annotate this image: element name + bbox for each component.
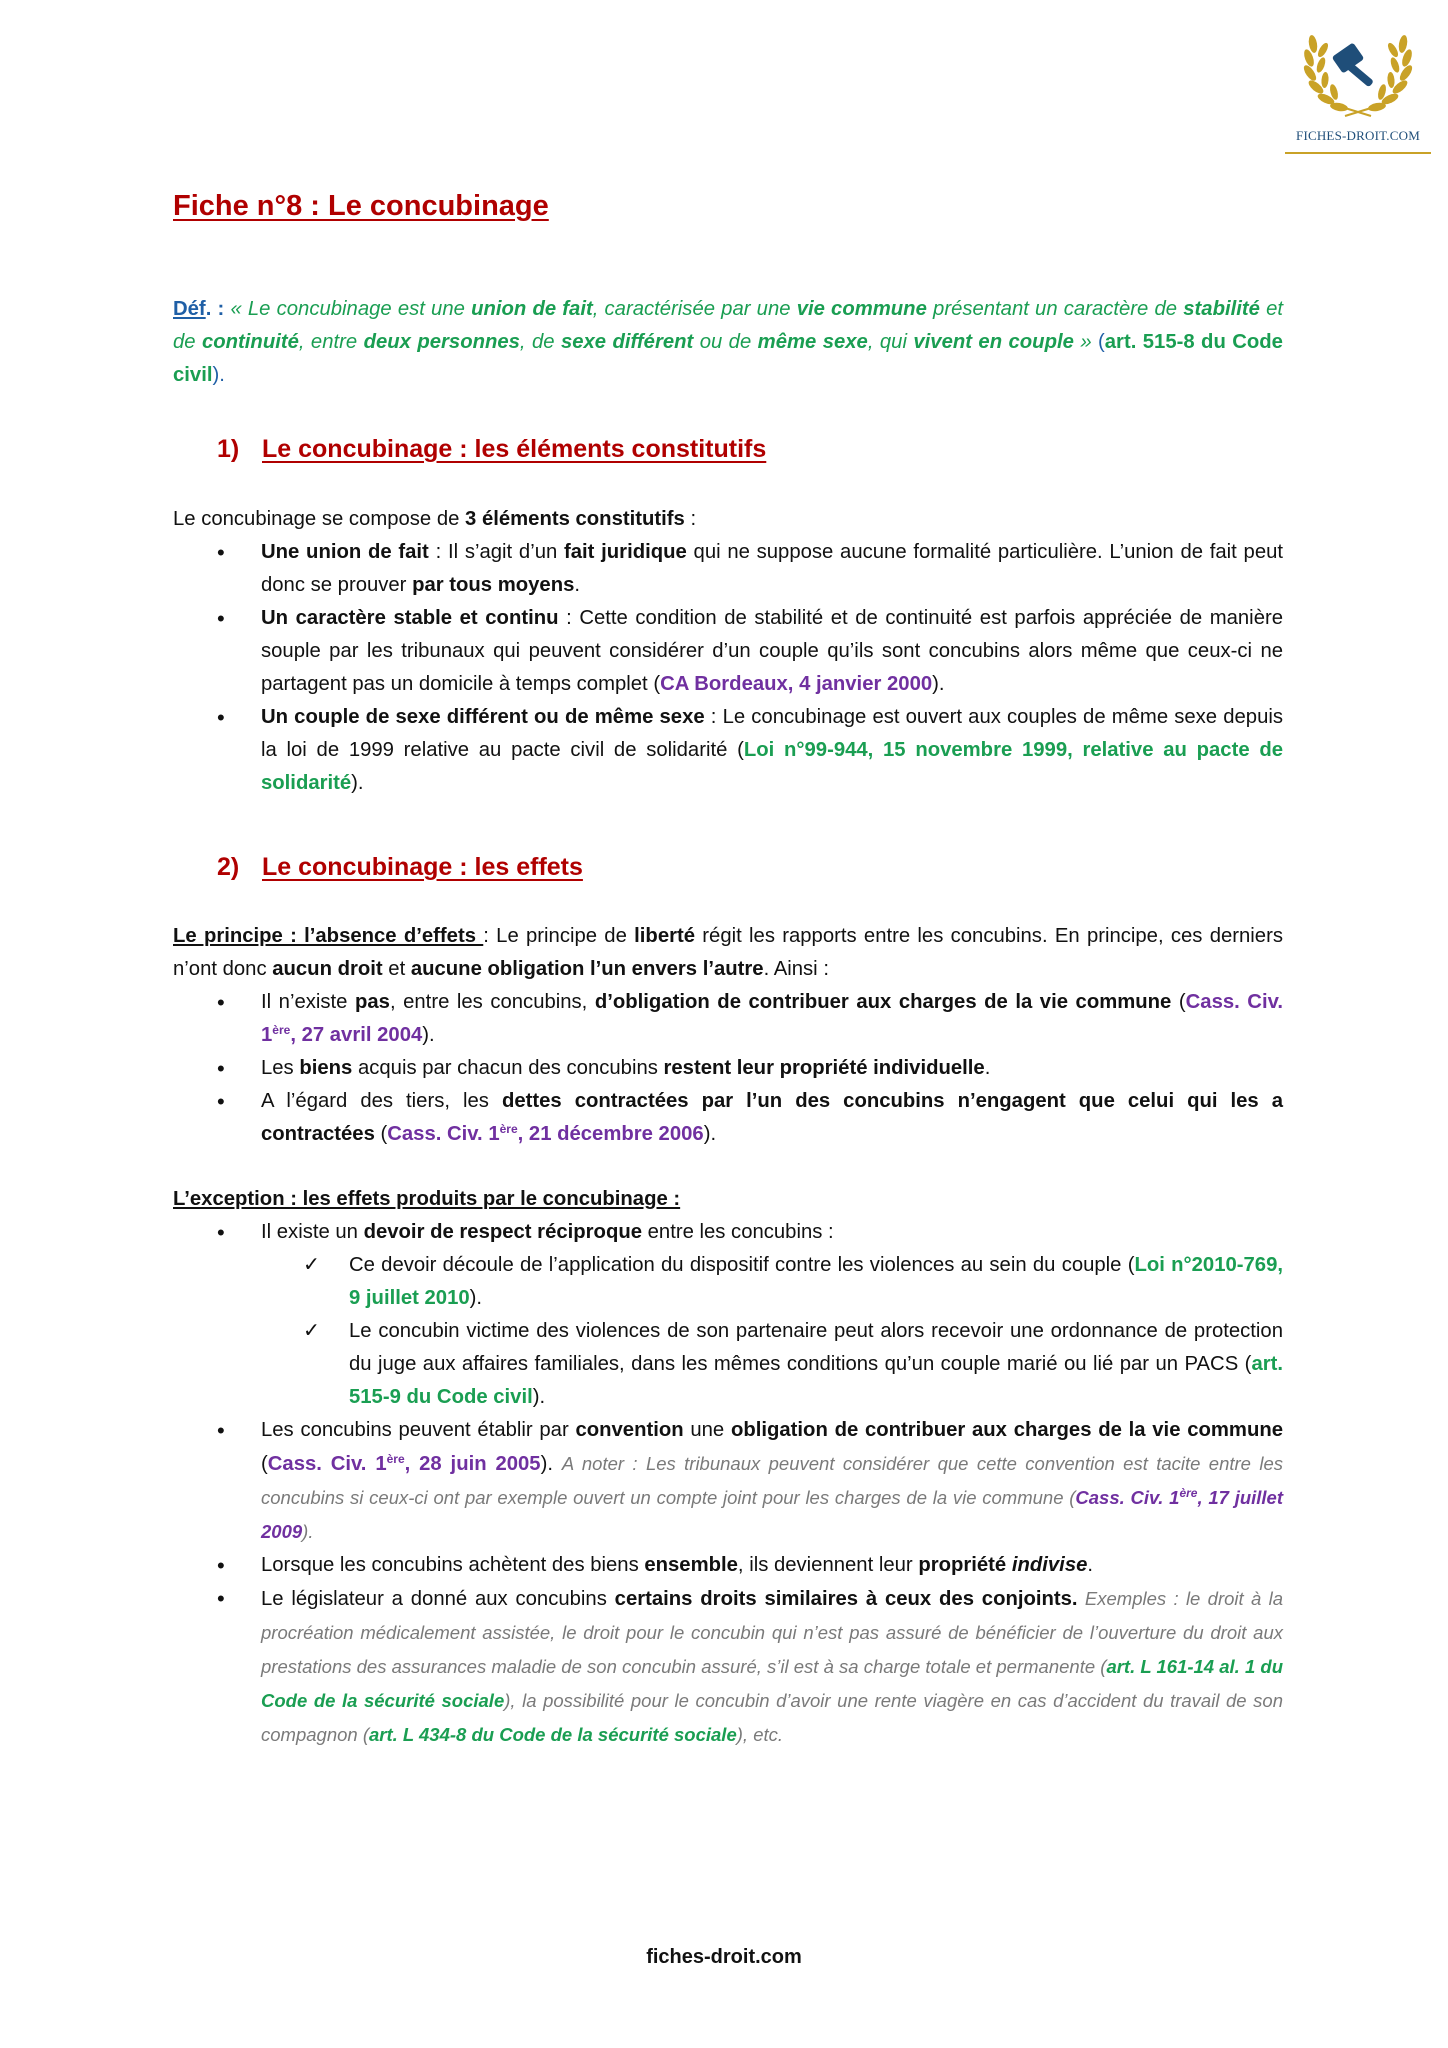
logo-divider xyxy=(1285,152,1431,154)
definition-label: Déf xyxy=(173,298,206,320)
list-item: • Les biens acquis par chacun des concubins restent leur propriété individuelle. xyxy=(173,1052,1283,1085)
law-reference: art. 515-9 du Code civil xyxy=(349,1353,1283,1408)
page-title: Fiche n°8 : Le concubinage xyxy=(173,190,549,222)
law-reference: Loi n°2010-769, 9 juillet 2010 xyxy=(349,1254,1283,1309)
list-item: • A l’égard des tiers, les dettes contractées par l’un des concubins n’engagent que celui qui les a contractées (Cass. Civ. 1ère, 21 décembre 2006). xyxy=(173,1085,1283,1151)
list-item: • Les concubins peuvent établir par convention une obligation de contribuer aux charges de la vie commune (Cass. Civ. 1ère, 28 juin 2005). A noter : Les tribunaux peuvent considérer que cette convention est tacite entre les concubins si ceux-ci ont par exemple ouvert un compte joint pour les charges de la vie commune (Cass. Civ. 1ère, 17 juillet 2009). xyxy=(173,1414,1283,1549)
section-1-body xyxy=(173,503,1283,800)
definition-paragraph: Déf. : « Le concubinage est une union de fait, caractérisée par une vie commune présentant un caractère de stabilité et de continuité, entre deux personnes, de sexe différent ou de même sexe, qui vivent en couple » (art. 515-8 du Code civil). xyxy=(173,298,1283,386)
law-reference: art. L 161-14 al. 1 du Code de la sécurité sociale xyxy=(261,1656,1283,1711)
list-item: • Le législateur a donné aux concubins certains droits similaires à ceux des conjoints. Exemples : le droit à la procréation médicalement assistée, le droit pour le concubin qui n’est pas assuré de bénéficier de l’ouverture du droit aux prestations des assurances maladie de son concubin assuré, s’il est à sa charge totale et permanente (art. L 161-14 al. 1 du Code de la sécurité sociale), la possibilité pour le concubin d’avoir une rente viagère en cas d’accident du travail de son compagnon (art. L 434-8 du Code de la sécurité sociale), etc. xyxy=(173,1582,1283,1752)
principle-paragraph: Le principe : l’absence d’effets : Le principe de liberté régit les rapports entre les concubins. En principe, ces derniers n’ont donc aucun droit et aucune obligation l’un envers l’autre. Ainsi : xyxy=(173,925,1283,980)
checkmark-icon: ✓ xyxy=(303,1320,320,1342)
check-item: ✓ Ce devoir découle de l’application du dispositif contre les violences au sein du couple (Loi n°2010-769, 9 juillet 2010). xyxy=(173,1249,1283,1315)
list-item: • Un couple de sexe différent ou de même sexe : Le concubinage est ouvert aux couples de même sexe depuis la loi de 1999 relative au pacte civil de solidarité (Loi n°99-944, 15 novembre 1999, relative au pacte de solidarité). xyxy=(173,701,1283,800)
note-text: Exemples : le droit à la procréation médicalement assistée, le droit pour le concubin qui n’est pas assuré de bénéficier de l’ouverture du droit aux prestations des assurances maladie de son concubin assuré, s’il est à sa charge totale et permanente ( xyxy=(261,1588,1284,1677)
section-1-intro: Le concubinage se compose de 3 éléments constitutifs : xyxy=(173,508,697,530)
list-item: • Il n’existe pas, entre les concubins, d’obligation de contribuer aux charges de la vie commune (Cass. Civ. 1ère, 27 avril 2004). xyxy=(173,986,1283,1052)
exception-block xyxy=(173,1183,1283,1752)
case-reference: Cass. Civ. 1ère, 17 juillet 2009 xyxy=(261,1486,1283,1542)
checkmark-icon: ✓ xyxy=(303,1254,320,1276)
list-item: • Une union de fait : Il s’agit d’un fait juridique qui ne suppose aucune formalité particulière. L’union de fait peut donc se prouver par tous moyens. xyxy=(173,536,1283,602)
case-reference: Cass. Civ. 1ère, 27 avril 2004 xyxy=(261,991,1283,1046)
list-item: • Un caractère stable et continu : Cette condition de stabilité et de continuité est parfois appréciée de manière souple par les tribunaux qui peuvent considérer d’un couple qu’ils sont concubins alors même que ceux-ci ne partagent pas un domicile à temps complet (CA Bordeaux, 4 janvier 2000). xyxy=(173,602,1283,701)
principle-label: Le principe : l’absence d’effets xyxy=(173,925,484,947)
page-footer: fiches-droit.com xyxy=(646,1946,802,1968)
section-heading-1: 1) Le concubinage : les éléments constitutifs xyxy=(217,435,767,463)
section-heading-2: 2) Le concubinage : les effets xyxy=(217,853,583,881)
gavel-laurel-icon xyxy=(1283,30,1433,126)
site-logo xyxy=(1283,30,1433,160)
exception-label: L’exception : les effets produits par le concubinage : xyxy=(173,1188,681,1210)
case-reference: CA Bordeaux, 4 janvier 2000 xyxy=(660,673,933,695)
check-item: ✓ Le concubin victime des violences de son partenaire peut alors recevoir une ordonnance de protection du juge aux affaires familiales, dans les mêmes conditions qu’un couple marié ou lié par un PACS (art. 515-9 du Code civil). xyxy=(173,1315,1283,1414)
list-item: • Il existe un devoir de respect réciproque entre les concubins : xyxy=(173,1216,1283,1249)
law-reference: Loi n°99-944, 15 novembre 1999, relative au pacte de solidarité xyxy=(261,739,1283,794)
law-reference: art. 515-8 du Code civil xyxy=(173,331,1283,386)
law-reference: art. L 434-8 du Code de la sécurité sociale xyxy=(368,1724,737,1745)
logo-text: FICHES-DROIT.COM xyxy=(1296,128,1420,143)
list-item: • Lorsque les concubins achètent des biens ensemble, ils deviennent leur propriété indivise. xyxy=(173,1549,1283,1582)
note-text: A noter : Les tribunaux peuvent considérer que cette convention est tacite entre les concubins si ceux-ci ont par exemple ouvert un compte joint pour les charges de la vie commune ( xyxy=(261,1453,1283,1508)
case-reference: Cass. Civ. 1ère, 28 juin 2005 xyxy=(267,1452,541,1475)
case-reference: Cass. Civ. 1ère, 21 décembre 2006 xyxy=(387,1122,704,1145)
principle-block xyxy=(173,920,1283,1151)
